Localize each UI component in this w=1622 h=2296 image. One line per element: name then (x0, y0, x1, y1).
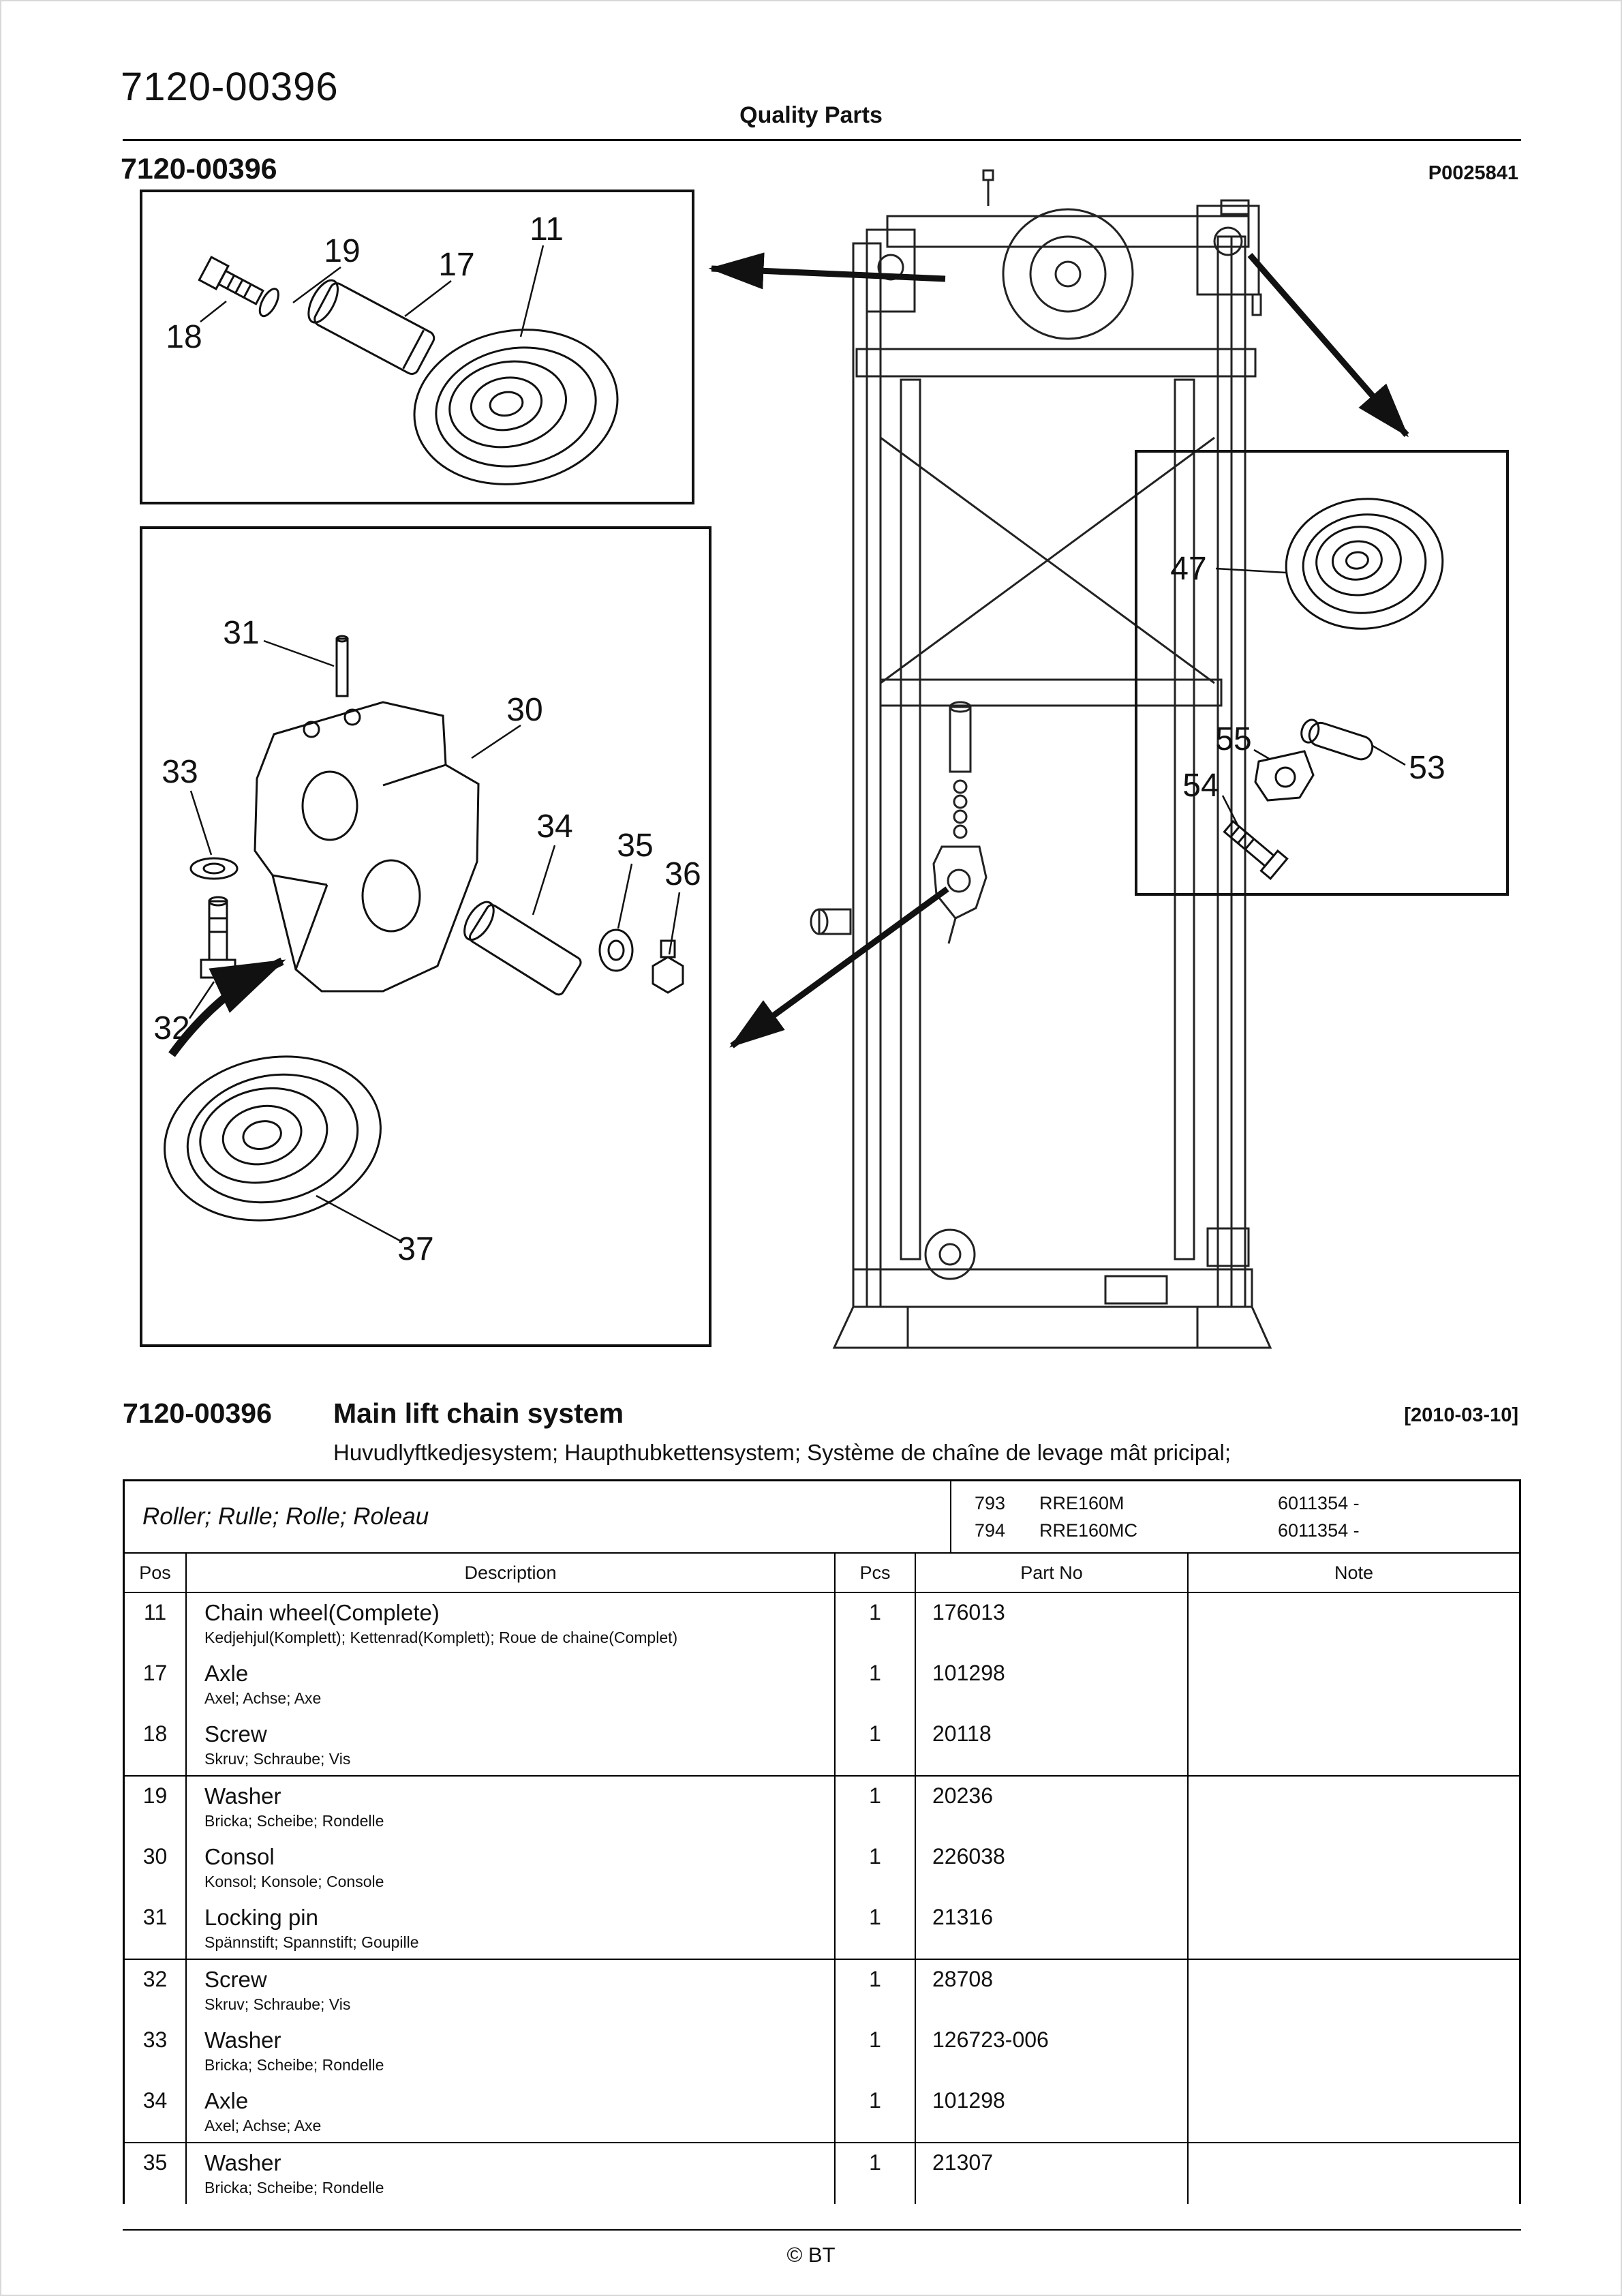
cell-description (187, 1777, 836, 1837)
inset-box-roller-top (141, 191, 693, 503)
footer-copyright: © BT (786, 2243, 836, 2267)
parts-table (123, 1479, 1521, 2204)
callout-54: 54 (1182, 768, 1219, 804)
model-row (975, 1490, 1519, 1517)
column-header-note: Note (1334, 1562, 1374, 1583)
mast-assembly-drawing (811, 170, 1270, 1348)
roller-47-drawing (1221, 491, 1450, 878)
parts-diagram (1, 1, 1622, 1406)
table-body (125, 1593, 1519, 2204)
table-group-header (125, 1481, 1519, 1554)
cell-description (187, 1593, 836, 1654)
quality-parts-label: Quality Parts (739, 102, 883, 128)
description-main: Axle (204, 2088, 249, 2113)
cell-part-no: 126723-006 (916, 2021, 1189, 2081)
cell-pcs: 1 (836, 2021, 916, 2081)
description-main: Consol (204, 1844, 275, 1869)
description-translations: Skruv; Schraube; Vis (204, 1995, 351, 2013)
group-name: Roller; Rulle; Rolle; Roleau (125, 1481, 951, 1552)
section-subtitle: Huvudlyftkedjesystem; Haupthubkettensystem; Système de chaîne de levage mât pricipal; (333, 1440, 1231, 1465)
description-translations: Konsol; Konsole; Console (204, 1873, 384, 1890)
cell-note (1189, 1715, 1519, 1775)
cell-part-no: 176013 (916, 1593, 1189, 1654)
description-translations: Axel; Achse; Axe (204, 2117, 322, 2134)
table-row (125, 1777, 1519, 1837)
cell-pos: 31 (125, 1898, 187, 1959)
cell-note (1189, 1837, 1519, 1898)
cell-part-no: 21316 (916, 1898, 1189, 1959)
model-name: RRE160MC (1039, 1520, 1138, 1541)
callout-32: 32 (153, 1010, 190, 1046)
callout-35: 35 (617, 828, 654, 864)
description-translations: Bricka; Scheibe; Rondelle (204, 2056, 384, 2074)
cell-pos: 11 (125, 1593, 187, 1654)
callout-47: 47 (1170, 551, 1207, 587)
cell-pos: 34 (125, 2081, 187, 2142)
table-row (125, 1593, 1519, 1654)
cell-pos: 19 (125, 1777, 187, 1837)
description-main: Washer (204, 1783, 281, 1809)
roller-11-drawing (198, 255, 630, 500)
table-row (125, 2143, 1519, 2204)
callout-37: 37 (397, 1231, 434, 1267)
description-main: Washer (204, 2027, 281, 2053)
cell-description (187, 2143, 836, 2204)
description-main: Washer (204, 2150, 281, 2175)
doc-number-header: 7120-00396 (121, 65, 339, 109)
image-reference: P0025841 (1428, 162, 1518, 184)
cell-note (1189, 2021, 1519, 2081)
model-pos: 793 (975, 1493, 1006, 1513)
description-main: Locking pin (204, 1905, 318, 1930)
callout-33: 33 (162, 754, 198, 790)
cell-pcs: 1 (836, 1715, 916, 1775)
cell-pcs: 1 (836, 1837, 916, 1898)
column-header-part-no: Part No (916, 1554, 1189, 1592)
description-translations: Kedjehjul(Komplett); Kettenrad(Komplett); Roue de chaine(Complet) (204, 1629, 678, 1646)
cell-note (1189, 2143, 1519, 2204)
cell-note (1189, 2081, 1519, 2142)
cell-note (1189, 1593, 1519, 1654)
cell-note (1189, 1777, 1519, 1837)
cell-pcs: 1 (836, 2081, 916, 2142)
cell-pos: 17 (125, 1654, 187, 1715)
model-name: RRE160M (1039, 1493, 1124, 1513)
cell-part-no: 101298 (916, 1654, 1189, 1715)
doc-number-bold: 7120-00396 (121, 153, 277, 185)
callout-36: 36 (664, 856, 701, 892)
callout-53: 53 (1409, 750, 1445, 786)
table-row (125, 2081, 1519, 2143)
callout-19: 19 (324, 233, 361, 269)
description-translations: Axel; Achse; Axe (204, 1689, 322, 1707)
cell-description (187, 2081, 836, 2142)
box1-leader-lines (200, 245, 543, 337)
console-30-drawing (149, 636, 683, 1240)
cell-part-no: 28708 (916, 1960, 1189, 2021)
cell-pos: 35 (125, 2143, 187, 2204)
callout-31: 31 (223, 615, 260, 651)
cell-pcs: 1 (836, 1960, 916, 2021)
cell-note (1189, 1898, 1519, 1959)
box2-leader-lines (189, 641, 679, 1241)
cell-note (1189, 1960, 1519, 2021)
cell-part-no: 101298 (916, 2081, 1189, 2142)
callout-11: 11 (530, 211, 564, 247)
table-row (125, 1960, 1519, 2021)
table-row (125, 2021, 1519, 2081)
connector-arrows (711, 255, 1407, 1046)
section-date: [2010-03-10] (1404, 1404, 1518, 1426)
table-column-headers (125, 1554, 1519, 1593)
cell-pos: 32 (125, 1960, 187, 2021)
cell-part-no: 20118 (916, 1715, 1189, 1775)
description-translations: Spännstift; Spannstift; Goupille (204, 1933, 419, 1951)
description-main: Screw (204, 1721, 267, 1747)
callout-18: 18 (166, 319, 202, 355)
description-main: Axle (204, 1661, 249, 1686)
column-header-pos: Pos (125, 1554, 187, 1592)
table-row (125, 1715, 1519, 1777)
arrow-to-box2 (732, 889, 947, 1046)
cell-part-no: 21307 (916, 2143, 1189, 2204)
callout-17: 17 (438, 247, 475, 283)
description-main: Chain wheel(Complete) (204, 1600, 440, 1625)
section-title: Main lift chain system (333, 1398, 624, 1429)
cell-pcs: 1 (836, 1654, 916, 1715)
column-header-description: Description (187, 1554, 836, 1592)
cell-description (187, 1837, 836, 1898)
cell-part-no: 226038 (916, 1837, 1189, 1898)
cell-part-no: 20236 (916, 1777, 1189, 1837)
cell-description (187, 2021, 836, 2081)
cell-pcs: 1 (836, 2143, 916, 2204)
cell-pos: 18 (125, 1715, 187, 1775)
cell-pcs: 1 (836, 1593, 916, 1654)
model-serial: 6011354 - (1278, 1520, 1360, 1541)
cell-pcs: 1 (836, 1777, 916, 1837)
cell-pcs: 1 (836, 1898, 916, 1959)
footer-rule (123, 2229, 1521, 2231)
cell-note (1189, 1654, 1519, 1715)
column-header-pcs: Pcs (836, 1554, 916, 1592)
callout-55: 55 (1215, 721, 1252, 757)
inset-box-roller-right (1136, 451, 1508, 894)
cell-description (187, 1715, 836, 1775)
cell-pos: 30 (125, 1837, 187, 1898)
callout-30: 30 (506, 692, 543, 728)
model-row (975, 1517, 1519, 1544)
section-number: 7120-00396 (123, 1398, 272, 1429)
description-translations: Bricka; Scheibe; Rondelle (204, 1812, 384, 1830)
arrow-to-detail-box (1250, 255, 1407, 435)
description-translations: Skruv; Schraube; Vis (204, 1750, 351, 1768)
cell-pos: 33 (125, 2021, 187, 2081)
cell-description (187, 1898, 836, 1959)
table-row (125, 1898, 1519, 1960)
table-row (125, 1654, 1519, 1715)
group-models (951, 1481, 1519, 1552)
description-main: Screw (204, 1967, 267, 1992)
cell-description (187, 1654, 836, 1715)
arrow-to-box1 (711, 269, 945, 279)
cell-description (187, 1960, 836, 2021)
model-pos: 794 (975, 1520, 1006, 1541)
model-serial: 6011354 - (1278, 1493, 1360, 1513)
callout-34: 34 (536, 809, 573, 845)
description-translations: Bricka; Scheibe; Rondelle (204, 2179, 384, 2196)
table-row (125, 1837, 1519, 1898)
